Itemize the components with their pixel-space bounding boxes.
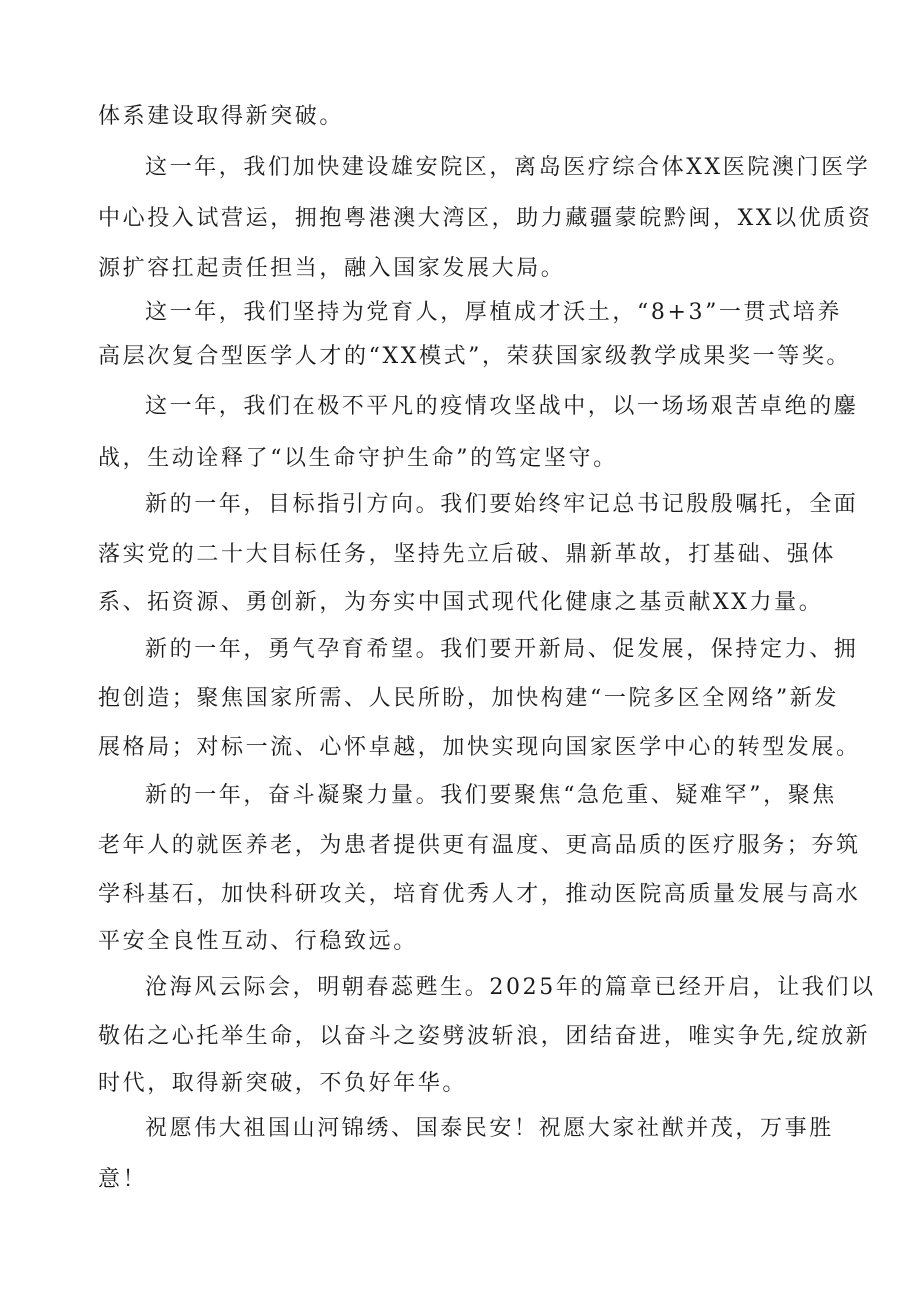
text-line: 祝愿伟大祖国山河锦绣、国泰民安！祝愿大家社猷并茂，万事胜 [145, 1116, 834, 1141]
text-line: 体系建设取得新突破。 [98, 104, 345, 129]
text-line: 战，生动诠释了“以生命守护生命”的笃定坚守。 [98, 446, 618, 471]
text-line: 老年人的就医养老，为患者提供更有温度、更高品质的医疗服务；夯筑 [98, 833, 861, 858]
text-line: 这一年，我们坚持为党育人，厚植成才沃土，“8+3”一贯式培养 [145, 300, 842, 325]
text-line: 这一年，我们在极不平凡的疫情攻坚战中，以一场场艰苦卓绝的鏖 [145, 394, 859, 419]
text-line: 新的一年，奋斗凝聚力量。我们要聚焦“急危重、疑难罕”，聚焦 [145, 783, 837, 808]
text-line: 学科基石，加快科研攻关，培育优秀人才，推动医院高质量发展与高水 [98, 882, 861, 907]
text-line: 时代，取得新突破，不负好年华。 [98, 1071, 468, 1096]
text-line: 这一年，我们加快建设雄安院区，离岛医疗综合体XX医院澳门医学 [145, 155, 871, 180]
text-line: 高层次复合型医学人才的“XX模式”，荣获国家级教学成果奖一等奖。 [98, 344, 852, 369]
text-line: 中心投入试营运，拥抱粤港澳大湾区，助力藏疆蒙皖黔闽，XX以优质资 [98, 206, 873, 231]
text-line: 新的一年，目标指引方向。我们要始终牢记总书记殷殷嘱托，全面 [145, 492, 859, 517]
text-line: 敬佑之心托举生命，以奋斗之姿劈波斩浪，团结奋进，唯实争先,绽放新 [98, 1024, 871, 1049]
text-line: 新的一年，勇气孕育希望。我们要开新局、促发展，保持定力、拥 [145, 637, 859, 662]
text-line: 意！ [98, 1167, 148, 1192]
text-line: 源扩容扛起责任担当，融入国家发展大局。 [98, 256, 566, 281]
text-line: 落实党的二十大目标任务，坚持先立后破、鼎新革故，打基础、强体 [98, 542, 837, 567]
text-line: 展格局；对标一流、心怀卓越，加快实现向国家医学中心的转型发展。 [98, 735, 861, 760]
text-line: 系、拓资源、勇创新，为夯实中国式现代化健康之基贡献XX力量。 [98, 590, 824, 615]
text-line: 沧海风云际会，明朝春蕊甦生。2025年的篇章已经开启，让我们以 [145, 975, 876, 1000]
text-line: 抱创造；聚焦国家所需、人民所盼，加快构建“一院多区全网络”新发 [98, 686, 840, 711]
text-line: 平安全良性互动、行稳致远。 [98, 929, 418, 954]
